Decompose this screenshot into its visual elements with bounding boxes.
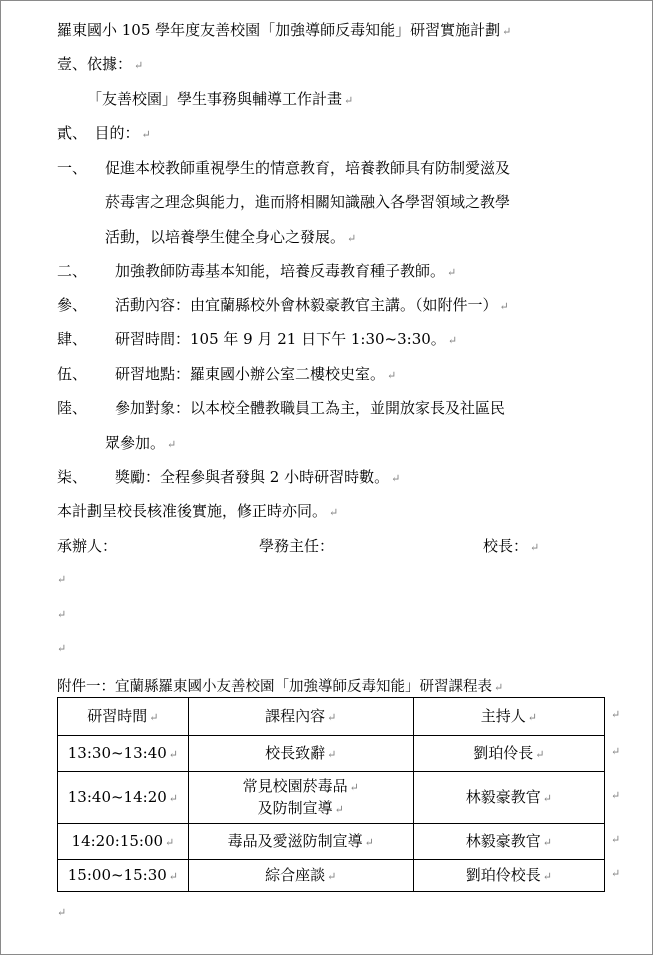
target-number: 陸、	[57, 399, 88, 417]
content-cell: 綜合座談 ↵	[188, 860, 413, 892]
place-text: 研習地點：羅東國小辦公室二樓校史室。 ↵	[115, 365, 397, 383]
table-row	[58, 772, 605, 824]
time-text: 研習時間：105 年 9 月 21 日下午 1:30~3:30。 ↵	[115, 330, 458, 348]
table-row	[58, 736, 605, 772]
purpose-item-1-line-3: 活動，以培養學生健全身心之發展。 ↵	[105, 228, 357, 246]
host-cell: 劉珀伶校長 ↵	[413, 860, 604, 892]
reward-number: 柒、	[57, 468, 88, 486]
closing-statement: 本計劃呈校長核准後實施，修正時亦同。 ↵	[57, 502, 339, 520]
reward-text: 獎勵：全程參與者發與 2 小時研習時數。 ↵	[115, 468, 401, 486]
header-cell-host: 主持人 ↵	[413, 698, 604, 736]
row-end-mark: ↵	[611, 833, 621, 846]
header-cell-time: 研習時間 ↵	[58, 698, 189, 736]
content-cell: 毒品及愛滋防制宣導 ↵	[188, 824, 413, 860]
place-number: 伍、	[57, 365, 88, 383]
content-text: 活動內容：由宜蘭縣校外會林毅豪教官主講。（如附件一） ↵	[115, 296, 509, 314]
document-title: 羅東國小 105 學年度友善校園「加強導師反毒知能」研習實施計劃 ↵	[57, 21, 512, 39]
row-end-mark: ↵	[611, 867, 621, 880]
time-cell: 15:00~15:30 ↵	[58, 860, 189, 892]
purpose-heading: 貳、 目的： ↵	[57, 124, 151, 142]
content-cell: 校長致辭 ↵	[188, 736, 413, 772]
empty-paragraph-mark: ↵	[57, 906, 67, 919]
host-cell: 林毅豪教官 ↵	[413, 824, 604, 860]
basis-heading: 壹、依據： ↵	[57, 55, 144, 73]
row-end-mark: ↵	[611, 789, 621, 802]
content-cell: 常見校園菸毒品 ↵ 及防制宣導 ↵	[188, 772, 413, 824]
table-header-row	[58, 698, 605, 736]
time-cell: 13:40~14:20 ↵	[58, 772, 189, 824]
header-cell-content: 課程內容 ↵	[188, 698, 413, 736]
time-cell: 13:30~13:40 ↵	[58, 736, 189, 772]
signature-principal: 校長： ↵	[483, 537, 540, 555]
purpose-item-1-line-1: 促進本校教師重視學生的情意教育，培養教師具有防制愛滋及	[105, 159, 511, 177]
basis-text: 「友善校園」學生事務與輔導工作計畫 ↵	[87, 90, 354, 108]
time-cell: 14:20:15:00 ↵	[58, 824, 189, 860]
purpose-item-2-number: 二、	[57, 262, 88, 280]
table-row	[58, 860, 605, 892]
target-line-1: 參加對象：以本校全體教職員工為主，並開放家長及社區民	[115, 399, 506, 417]
attachment-title: 附件一：宜蘭縣羅東國小友善校園「加強導師反毒知能」研習課程表 ↵	[57, 679, 504, 695]
time-number: 肆、	[57, 330, 88, 348]
host-cell: 劉珀伶長 ↵	[413, 736, 604, 772]
empty-paragraph-mark: ↵	[57, 573, 67, 586]
purpose-item-1-number: 一、	[57, 159, 88, 177]
content-number: 參、	[57, 296, 88, 314]
row-end-mark: ↵	[611, 745, 621, 758]
signature-director: 學務主任：	[259, 537, 335, 555]
empty-paragraph-mark: ↵	[57, 608, 67, 621]
empty-paragraph-mark: ↵	[57, 642, 67, 655]
row-end-mark: ↵	[611, 708, 621, 721]
table-row	[58, 824, 605, 860]
purpose-item-2-text: 加強教師防毒基本知能，培養反毒教育種子教師。 ↵	[115, 262, 457, 280]
schedule-table	[57, 697, 605, 892]
host-cell: 林毅豪教官 ↵	[413, 772, 604, 824]
target-line-2: 眾參加。 ↵	[105, 434, 177, 452]
signature-organizer: 承辦人：	[57, 537, 118, 555]
purpose-item-1-line-2: 菸毒害之理念與能力，進而將相關知識融入各學習領域之教學	[105, 193, 511, 211]
